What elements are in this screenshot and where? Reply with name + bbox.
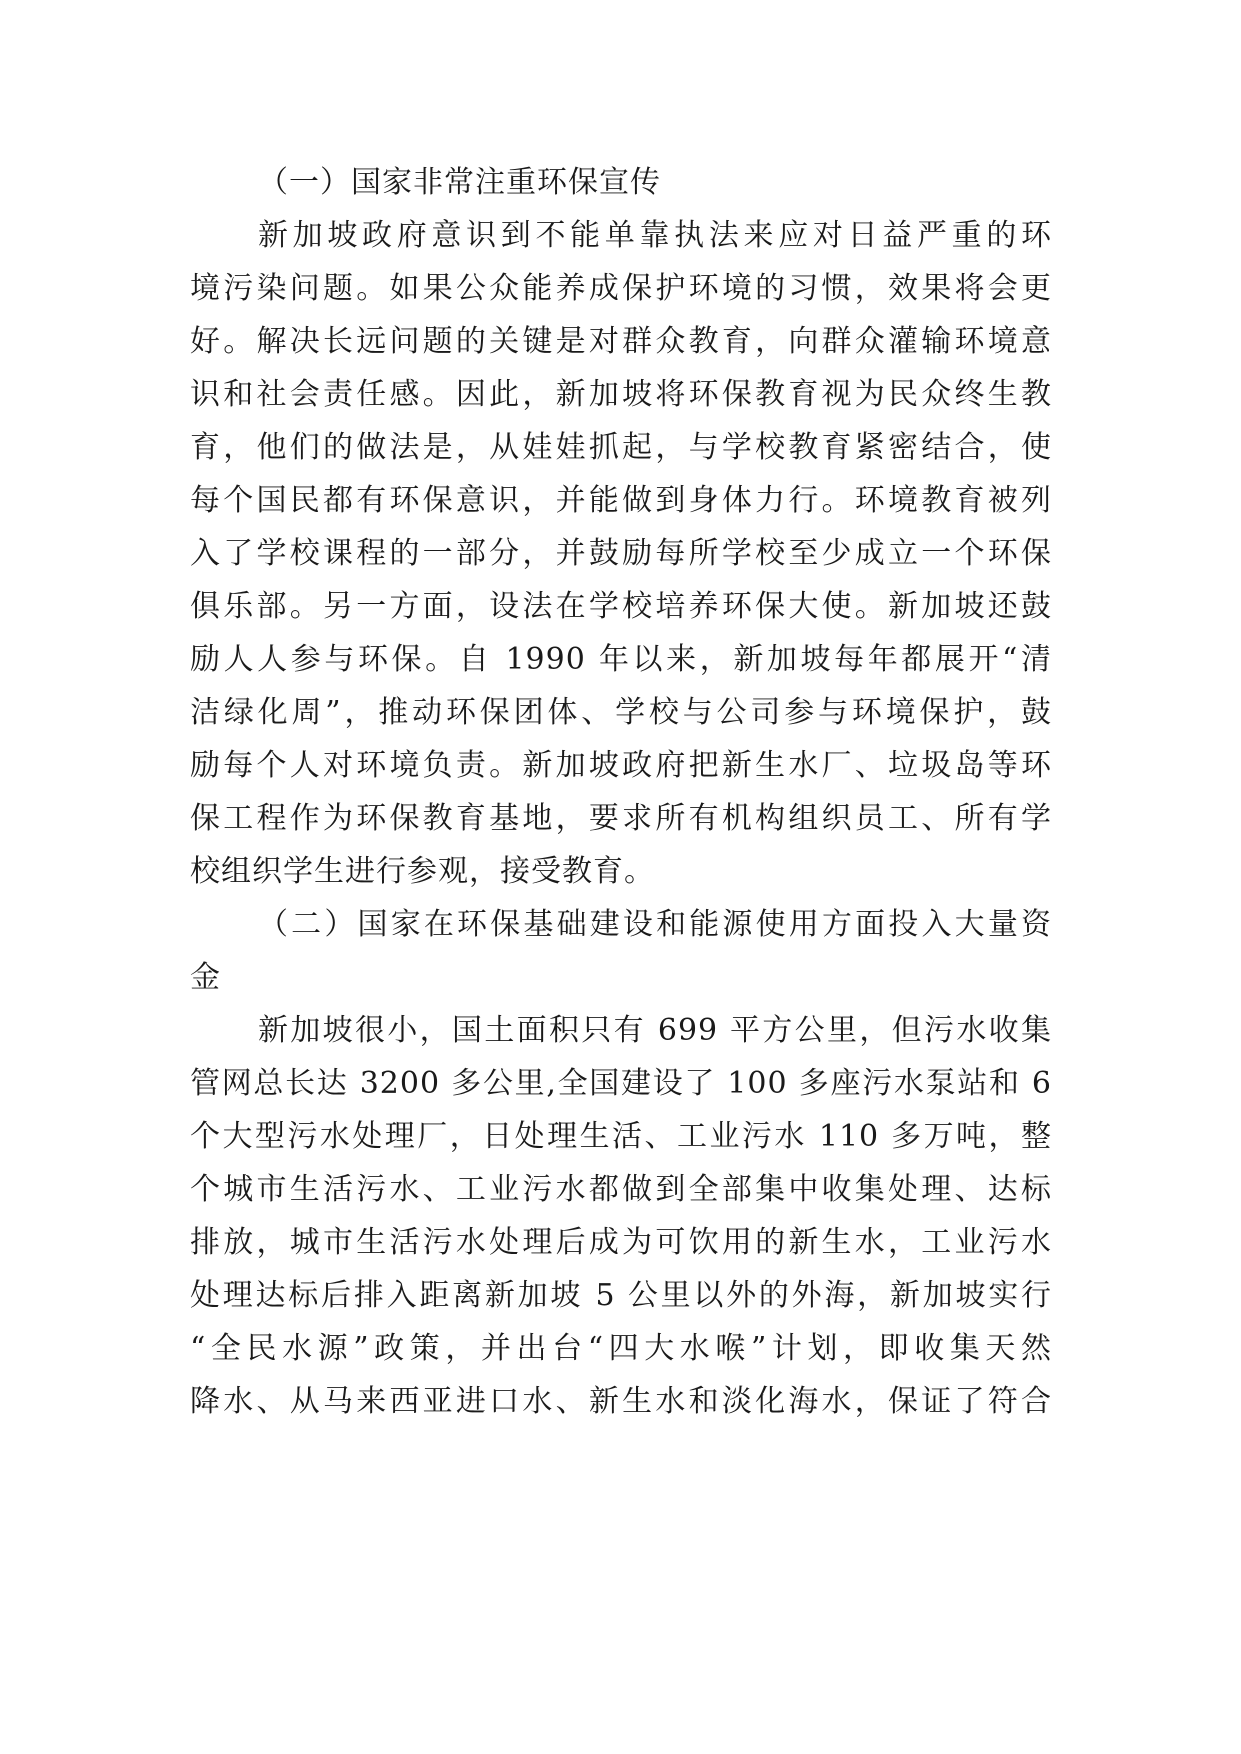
paragraph-1-line: 好。解决长远问题的关键是对群众教育，向群众灌输环境意	[190, 324, 1052, 359]
paragraph-2-line: 排放，城市生活污水处理后成为可饮用的新生水，工业污水	[190, 1225, 1052, 1260]
paragraph-1-line: 俱乐部。另一方面，设法在学校培养环保大使。新加坡还鼓	[190, 589, 1052, 624]
paragraph-2-line: 处理达标后排入距离新加坡 5 公里以外的外海，新加坡实行	[190, 1278, 1052, 1313]
paragraph-1-line: 每个国民都有环保意识，并能做到身体力行。环境教育被列	[190, 483, 1052, 518]
section-heading-1: （一）国家非常注重环保宣传	[258, 165, 661, 200]
paragraph-1-line: 洁绿化周”，推动环保团体、学校与公司参与环境保护，鼓	[190, 695, 1052, 730]
paragraph-1-line: 校组织学生进行参观，接受教育。	[190, 854, 655, 889]
paragraph-1-line: 新加坡政府意识到不能单靠执法来应对日益严重的环	[258, 218, 1052, 253]
paragraph-1-line: 识和社会责任感。因此，新加坡将环保教育视为民众终生教	[190, 377, 1052, 412]
paragraph-1-line: 入了学校课程的一部分，并鼓励每所学校至少成立一个环保	[190, 536, 1052, 571]
paragraph-2-line: 新加坡很小，国土面积只有 699 平方公里，但污水收集	[258, 1013, 1052, 1048]
paragraph-1-line: 励每个人对环境负责。新加坡政府把新生水厂、垃圾岛等环	[190, 748, 1052, 783]
document-page	[190, 156, 1052, 1428]
paragraph-2-line: 个大型污水处理厂，日处理生活、工业污水 110 多万吨，整	[190, 1119, 1052, 1154]
paragraph-1-line: 保工程作为环保教育基地，要求所有机构组织员工、所有学	[190, 801, 1052, 836]
paragraph-2-line: “全民水源”政策，并出台“四大水喉”计划，即收集天然	[190, 1331, 1052, 1366]
paragraph-2-line: 降水、从马来西亚进口水、新生水和淡化海水，保证了符合	[190, 1384, 1052, 1419]
section-heading-2-continued: 金	[190, 960, 221, 995]
paragraph-1-line: 育，他们的做法是，从娃娃抓起，与学校教育紧密结合，使	[190, 430, 1052, 465]
section-heading-2: （二）国家在环保基础建设和能源使用方面投入大量资	[258, 907, 1052, 942]
paragraph-2-line: 管网总长达 3200 多公里,全国建设了 100 多座污水泵站和 6	[190, 1066, 1052, 1101]
paragraph-1-line: 境污染问题。如果公众能养成保护环境的习惯，效果将会更	[190, 271, 1052, 306]
paragraph-2-line: 个城市生活污水、工业污水都做到全部集中收集处理、达标	[190, 1172, 1052, 1207]
paragraph-1-line: 励人人参与环保。自 1990 年以来，新加坡每年都展开“清	[190, 642, 1052, 677]
